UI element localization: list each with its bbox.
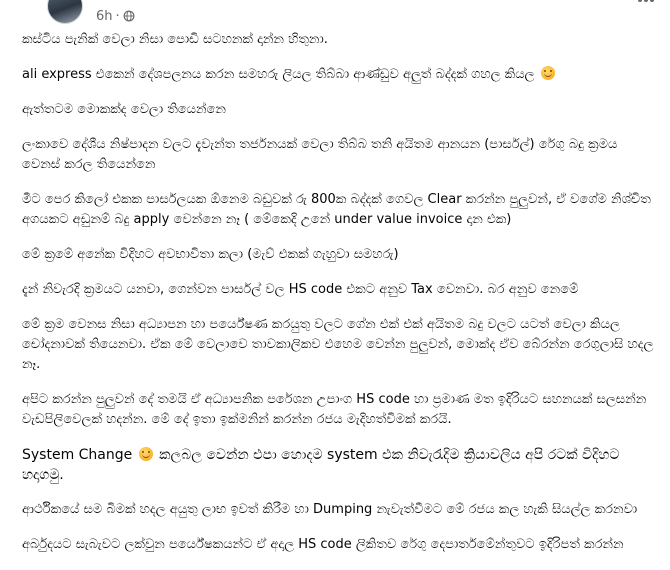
post-timestamp[interactable]: 6h <box>96 8 113 24</box>
post-paragraph <box>22 315 654 375</box>
smile-emoji <box>139 447 153 461</box>
post-paragraph <box>22 65 654 85</box>
avatar[interactable] <box>47 0 83 24</box>
meta-separator: · <box>115 8 120 24</box>
post-paragraph <box>22 390 654 430</box>
paragraph-text: මේ ක්‍රමේ අනේක විදිහට අවභාවිතා කලා (මැව් එකක් ගැහුවා සමහරු) <box>22 247 399 262</box>
paragraph-text: ali express එකෙන් දේශපලනය කරන සමහරු ලියල තිබ්බා ආණ්ඩුව අලුත් බද්දක් ගහල කියල <box>22 67 535 82</box>
paragraph-text: ලංකාවෙ දේශීය නිෂ්පාදන වලට දැවැන්ත තර්ජනයක් වෙලා තිබ්බ තනි අයිතම ආනයන (පාර්සල්) රේගු බදු ක්‍රමය වෙනස් කරල තියෙන්නෙ <box>22 137 618 172</box>
paragraph-text: System Change <box>22 447 133 463</box>
post-paragraph <box>22 280 654 300</box>
paragraph-text: මේ ක්‍රම වෙනස නිසා අධ්‍යාපන හා පර්යේෂණ කරයුතු වලට ගේන එක් එක් අයිතම බදු වලට යටත් වෙලා කියල චෝදනාවක් තියෙනවා. ඒක මේ වෙලාවෙ තාවකාලිකව එහෙම වෙන්න පුලුවන්, මොක්ද ඒව බේරන්න රෙගුලාසි හදල නෑ. <box>22 317 654 372</box>
post-paragraph <box>22 190 654 230</box>
post-meta <box>96 8 135 24</box>
paragraph-text: දැන් නිවැරදි ක්‍රමයට යනවා, ගෙන්වන පාර්සල් වල HS code එකට අනුව Tax වෙනවා. බර අනුව නෙමේ <box>22 282 579 297</box>
post-header <box>0 0 670 30</box>
paragraph-text: මීට පෙර කිලෝ එකක පාර්සලයක ඕනෙම බඩුවක් රු 800ක බද්දක් ගෙවල Clear කරන්න පුලුවන්, ඒ වගේම නිශ්චිත අගයකට අඩුනම් බදු apply වෙන්නෙ නෑ ( මේකෙදි උනේ under value invoice දාන එක) <box>22 192 651 227</box>
post-paragraph <box>22 445 654 485</box>
paragraph-text: ආර්ථිකයේ සම බිමක් හදල අයුතු ලාභ ඉවත් කිරීම හා Dumping නැවැත්වීමට මේ රජය කල හැකි සියල්ල කරනවා <box>22 502 638 517</box>
more-horizontal-icon[interactable] <box>636 0 656 6</box>
paragraph-text: අපිට කරන්න පුලුවන් දේ තමයි ඒ අධ්‍යාපනික පරේශන උපාංග HS code හා ප්‍රමාණ මත ඉදිරියට සහනයක් සලසන්න වැඩපිලිවෙලක් හදන්න. මේ දේ ඉතා ඉක්මනින් කරන්න රජය මැදිහත්විමක් කරයි. <box>22 392 647 427</box>
paragraph-text: කස්ටිය පැනික් වෙලා නිසා පොඩි සටහනක් දාන්න හිතුනා. <box>22 32 328 47</box>
post-paragraph <box>22 100 654 120</box>
post-body <box>22 30 654 570</box>
paragraph-text: අර්බුදයට සැබැවට ලක්වුන පර්යේෂකයන්ට ඒ අදාල HS code ලිකිතව රේගු දෙපාර්තමේන්තුවට ඉදිරිපත් කරන්න <box>22 537 624 552</box>
post-paragraph <box>22 245 654 265</box>
post-paragraph <box>22 535 654 555</box>
smile-emoji <box>541 66 555 80</box>
globe-icon <box>123 10 135 22</box>
post-paragraph <box>22 135 654 175</box>
paragraph-text: කලබල වෙන්න එපා හොදම system එක නිවැරැදිම ක්‍රියාවලිය අපි රටක් විදිහට හදාගමු. <box>22 447 620 483</box>
paragraph-text: ඇත්තටම මොකක්ද වෙලා තියෙන්නෙ <box>22 102 226 117</box>
post-paragraph <box>22 30 654 50</box>
post-paragraph <box>22 500 654 520</box>
